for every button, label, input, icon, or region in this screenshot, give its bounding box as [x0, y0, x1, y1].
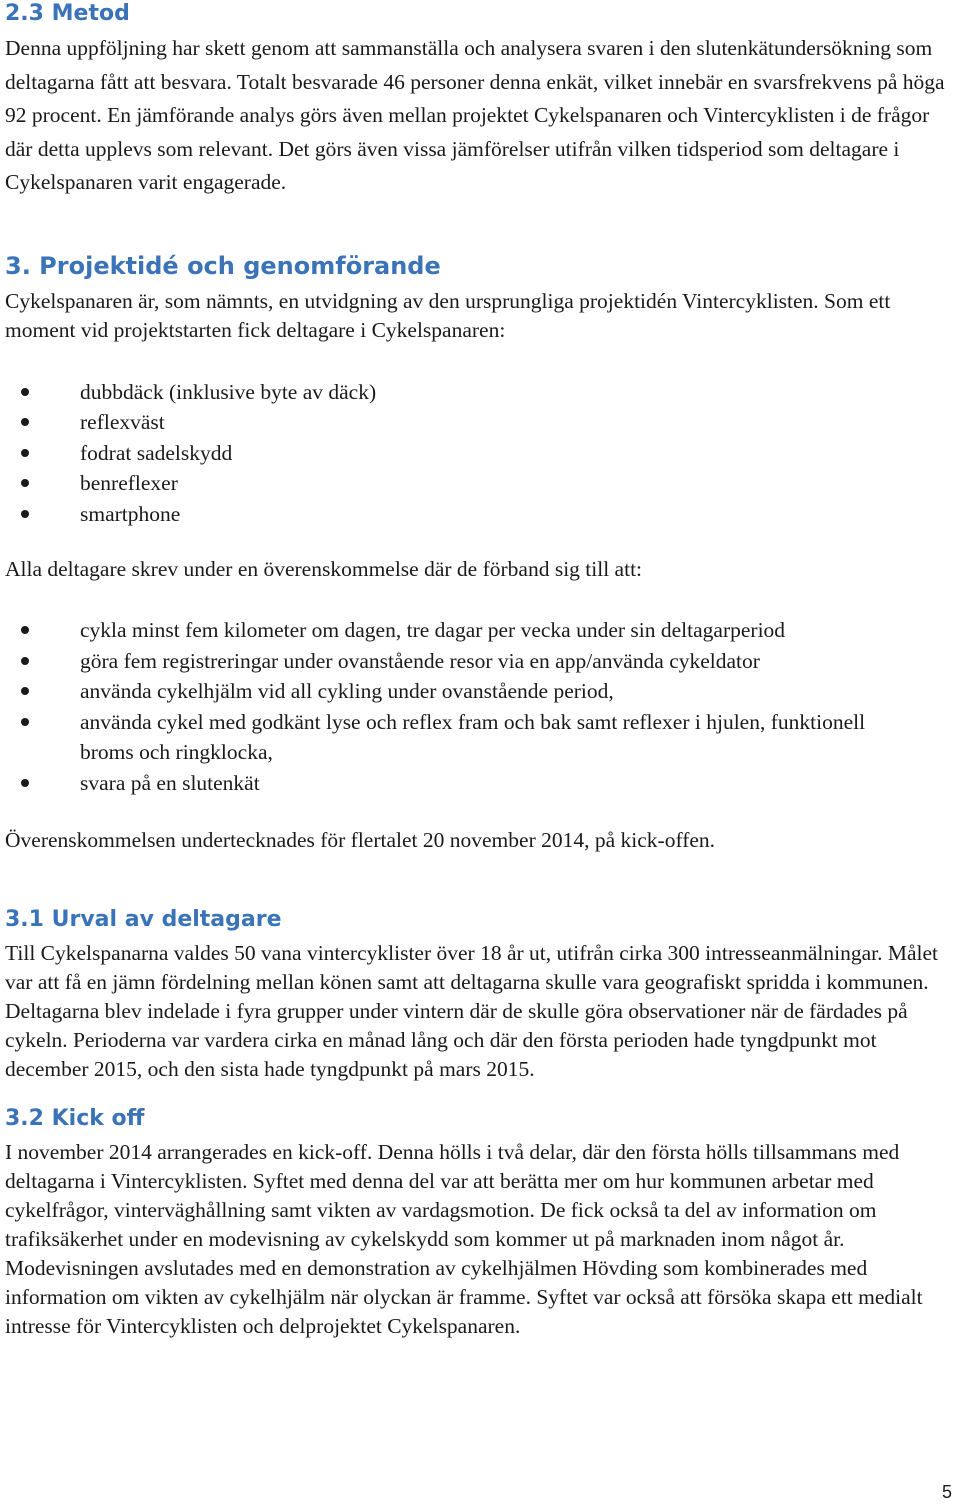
paragraph-metod: Denna uppföljning har skett genom att sammanställa och analysera svaren i den slutenkätundersökning som deltagarna fått att besvara. Totalt besvarade 46 personer denna enkät, vilket innebär en svarsfrekvens på höga 92 procent. En jämförande analys görs även mellan projektet Cykelspanaren och Vintercyklisten i de frågor där detta upplevs som relevant. Det görs även vissa jämförelser utifrån vilken tidsperiod som deltagare i Cykelspanaren varit engagerade.	[5, 36, 945, 194]
list-item: dubbdäck (inklusive byte av däck)	[5, 377, 955, 408]
list-item: reflexväst	[5, 407, 955, 438]
document-page	[5, 0, 955, 1341]
bullet-icon	[21, 779, 29, 787]
bullet-icon	[21, 479, 29, 487]
paragraph-agreement: Alla deltagare skrev under en överenskommelse där de förband sig till att:	[5, 557, 643, 581]
bullet-icon	[21, 626, 29, 634]
page-number: 5	[941, 1482, 952, 1502]
paragraph-kickoff: I november 2014 arrangerades en kick-off. Denna hölls i två delar, där den första hölls tillsammans med deltagarna i Vintercyklisten. Syftet med denna del var att berätta mer om hur kommunen arbetar med cykelfrågor, vinterväghållning samt vikten av vardagsmotion. De fick också ta del av information om trafiksäkerhet under en modevisning av cykelskydd som kommer ut på marknaden inom något år. Modevisningen avslutades med en demonstration av cykelhjälmen Hövding som kombinerades med information om vikten av cykelhjälm när olyckan är framme. Syftet var också att försöka skapa ett medialt intresse för Vintercyklisten och delprojektet Cykelspanaren.	[5, 1140, 923, 1338]
list-item: använda cykel med godkänt lyse och reflex fram och bak samt reflexer i hjulen, funktionell broms och ringklocka,	[5, 707, 955, 768]
paragraph-projektide: Cykelspanaren är, som nämnts, en utvidgning av den ursprungliga projektidén Vintercyklisten. Som ett moment vid projektstarten fick deltagare i Cykelspanaren:	[5, 288, 891, 342]
commitments-list	[5, 615, 955, 798]
heading-urval: 3.1 Urval av deltagare	[5, 907, 282, 932]
list-item: göra fem registreringar under ovanstående resor via en app/använda cykeldator	[5, 646, 955, 677]
heading-projektide: 3. Projektidé och genomförande	[5, 251, 441, 280]
paragraph-urval: Till Cykelspanarna valdes 50 vana vintercyklister över 18 år ut, utifrån cirka 300 intresseanmälningar. Målet var att få en jämn fördelning mellan könen samt att deltagarna skulle vara geografiskt spridda i kommunen. Deltagarna blev indelade i fyra grupper under vintern där de skulle göra observationer när de färdades på cykeln. Perioderna var vardera cirka en månad lång och där den första perioden hade tyngdpunkt mot december 2015, och den sista hade tyngdpunkt på mars 2015.	[5, 941, 939, 1081]
list-item: smartphone	[5, 499, 955, 530]
heading-kickoff: 3.2 Kick off	[5, 1106, 145, 1131]
bullet-icon	[21, 687, 29, 695]
paragraph-signed: Överenskommelsen undertecknades för flertalet 20 november 2014, på kick-offen.	[5, 828, 716, 852]
equipment-list	[5, 377, 955, 530]
list-item: använda cykelhjälm vid all cykling under ovanstående period,	[5, 676, 955, 707]
bullet-icon	[21, 418, 29, 426]
bullet-icon	[21, 510, 29, 518]
bullet-icon	[21, 657, 29, 665]
list-item: fodrat sadelskydd	[5, 438, 955, 469]
bullet-icon	[21, 449, 29, 457]
list-item: benreflexer	[5, 468, 955, 499]
bullet-icon	[21, 718, 29, 726]
list-item: cykla minst fem kilometer om dagen, tre dagar per vecka under sin deltagarperiod	[5, 615, 955, 646]
list-item: svara på en slutenkät	[5, 768, 955, 799]
bullet-icon	[21, 388, 29, 396]
heading-metod: 2.3 Metod	[5, 1, 130, 26]
